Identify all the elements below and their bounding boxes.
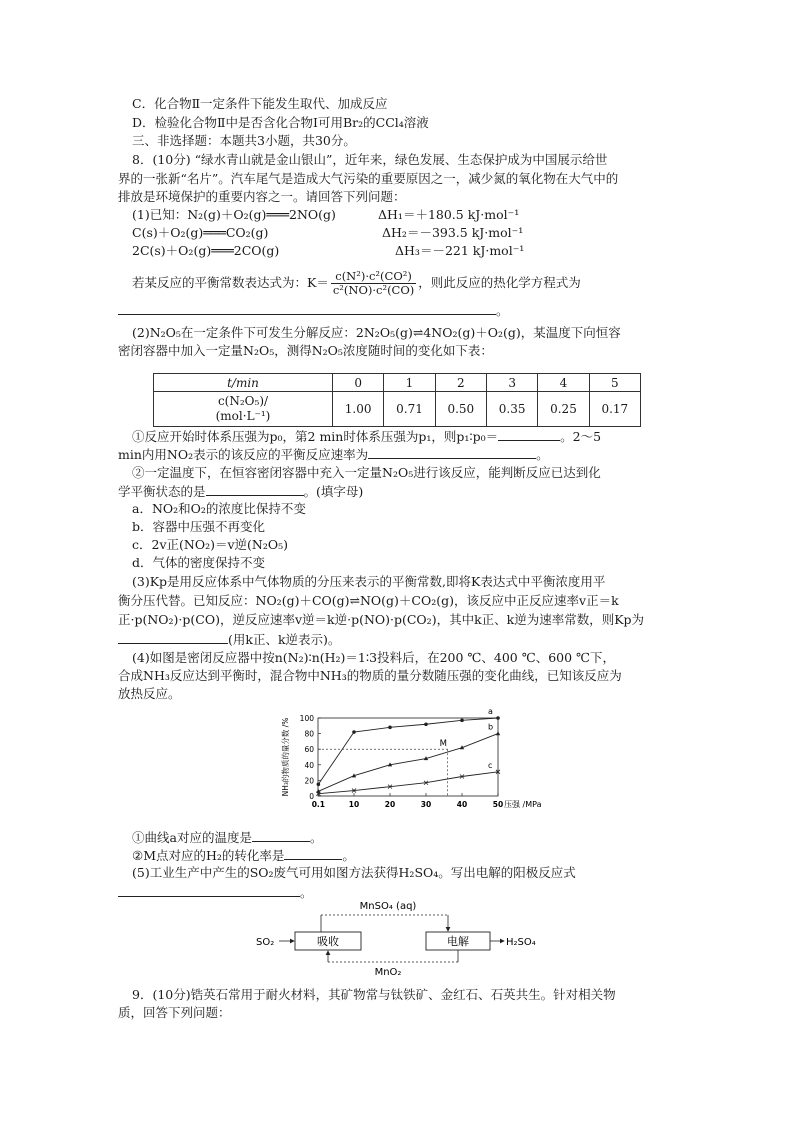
table-row bbox=[154, 392, 641, 427]
table-cell: 2 bbox=[435, 374, 486, 392]
answer-blank-thermo[interactable] bbox=[118, 302, 496, 315]
q8-2-2b-end: 。(填字母) bbox=[303, 484, 364, 499]
q8-4-1 bbox=[132, 829, 692, 846]
x-tick-label: 10 bbox=[348, 800, 360, 809]
q8-4-1-end: 。 bbox=[309, 830, 323, 845]
answer-blank-conversion[interactable] bbox=[284, 847, 342, 860]
q8-stem-2: 界的一张新“名片”。汽车尾气是造成大气污染的重要原因之一，减少氮的氧化物在大气中的 bbox=[118, 171, 619, 186]
k-fraction bbox=[331, 270, 416, 297]
series-point-a bbox=[388, 726, 392, 730]
answer-blank-temperature[interactable] bbox=[252, 829, 310, 842]
k-answer-line bbox=[118, 302, 678, 319]
k-answer-end: 。 bbox=[496, 303, 509, 318]
q9-stem-1: 9．(10分)锆英石常用于耐火材料，其矿物常与钛铁矿、金红石、石英共生。针对相关物 bbox=[132, 987, 616, 1002]
choice-a: a．NO₂和O₂的浓度比保持不变 bbox=[132, 501, 306, 516]
k-prefix: 若某反应的平衡常数表达式为：K＝ bbox=[132, 275, 329, 290]
table-cell: 0.35 bbox=[486, 392, 537, 427]
q8-part3-b: 衡分压代替。已知反应：NO₂(g)＋CO(g)⇌NO(g)＋CO₂(g)，该反应中正反应速率v正＝k bbox=[118, 593, 619, 608]
table-row bbox=[154, 374, 641, 392]
annotation-label: M bbox=[439, 739, 447, 750]
table-cell: 5 bbox=[589, 374, 640, 392]
q8-2-2-b bbox=[118, 483, 678, 500]
q8-part2-b: 密闭容器中加入一定量N₂O₅，测得N₂O₅浓度随时间的变化如下表： bbox=[118, 343, 493, 358]
table-cell: 0.50 bbox=[435, 392, 486, 427]
q8-4-2 bbox=[132, 847, 692, 864]
q8-part4-a: (4)如图是密闭反应器中按n(N₂)∶n(H₂)＝1∶3投料后，在200 ℃、400 ℃、600 ℃下， bbox=[132, 650, 616, 665]
table-header-conc-1: c(N₂O₅)/ bbox=[217, 394, 269, 408]
table-cell: 0 bbox=[333, 374, 384, 392]
series-line-a bbox=[318, 718, 498, 784]
k-suffix: ，则此反应的热化学方程式为 bbox=[418, 275, 581, 290]
q8-2-1b-end: 。 bbox=[536, 447, 549, 462]
flow-bottom-label: MnO₂ bbox=[374, 967, 402, 978]
k-expression-line bbox=[132, 268, 692, 298]
equation-3: 2C(s)＋O₂(g)═══2CO(g) bbox=[132, 243, 280, 258]
flow-output-label: H₂SO₄ bbox=[506, 937, 536, 948]
series-point-a bbox=[460, 719, 464, 723]
series-point-a bbox=[352, 730, 356, 734]
table-cell: 1.00 bbox=[333, 392, 384, 427]
electrolysis-label: 电解 bbox=[447, 935, 469, 948]
q8-part5-b-end: 。 bbox=[300, 885, 313, 900]
q8-stem-3: 排放是环境保护的重要内容之一。请回答下列问题： bbox=[118, 189, 406, 204]
concentration-table bbox=[153, 373, 641, 427]
q8-part3-d-end: (用k正、k逆表示)。 bbox=[228, 632, 341, 647]
choice-b: b．容器中压强不再变化 bbox=[132, 519, 266, 534]
series-line-b bbox=[318, 734, 498, 792]
q8-part3-c: 正·p(NO₂)·p(CO)，逆反应速率v逆＝k逆·p(NO)·p(CO₂)，其中k正、k逆为速率常数，则Kp为 bbox=[118, 612, 645, 627]
option-c: C．化合物Ⅱ一定条件下能发生取代、加成反应 bbox=[132, 96, 388, 111]
choice-d: d．气体的密度保持不变 bbox=[132, 555, 266, 570]
choice-c: c．2v正(NO₂)＝v逆(N₂O₅) bbox=[132, 537, 288, 552]
answer-blank-equilibrium[interactable] bbox=[206, 483, 304, 496]
y-tick-label: 0 bbox=[309, 792, 314, 801]
q8-4-1-text: ①曲线a对应的温度是 bbox=[132, 830, 252, 845]
k-numerator: c(N²)·c²(CO²) bbox=[331, 270, 416, 284]
x-tick-label: 0.1 bbox=[311, 800, 326, 809]
q8-2-1-b bbox=[118, 446, 678, 463]
q8-2-1b-text: min内用NO₂表示的该反应的平衡反应速率为 bbox=[118, 447, 369, 462]
table-cell: 4 bbox=[538, 374, 589, 392]
x-axis-label: 压强 /MPa bbox=[504, 800, 542, 809]
q8-2-1-text: ①反应开始时体系压强为p₀，第2 min时体系压强为p₁，则p₁∶p₀＝ bbox=[132, 429, 499, 444]
series-label-c: c bbox=[488, 760, 493, 770]
answer-blank-rate[interactable] bbox=[368, 446, 536, 459]
q8-part3-a: (3)Kp是用反应体系中气体物质的分压来表示的平衡常数,即将K表达式中平衡浓度用平 bbox=[132, 574, 606, 589]
flow-top-label: MnSO₄ (aq) bbox=[359, 901, 417, 912]
table-cell: 1 bbox=[384, 374, 435, 392]
series-line-c bbox=[318, 772, 498, 794]
y-tick-label: 60 bbox=[304, 745, 314, 755]
section-heading: 三、非选择题：本题共3小题，共30分。 bbox=[132, 133, 356, 148]
series-point-a bbox=[317, 783, 321, 787]
table-header-conc bbox=[154, 392, 333, 427]
series-point-a bbox=[496, 716, 500, 720]
q9-stem-2: 质，回答下列问题： bbox=[118, 1005, 231, 1020]
x-tick-label: 20 bbox=[384, 800, 396, 809]
q8-part3-d bbox=[118, 631, 678, 648]
k-denominator: c²(NO)·c²(CO) bbox=[332, 283, 415, 297]
table-cell: 0.25 bbox=[538, 392, 589, 427]
x-tick-label: 50 bbox=[492, 800, 504, 809]
y-tick-label: 40 bbox=[304, 760, 314, 770]
q8-stem-1: 8．(10分) “绿水青山就是金山银山”，近年来，绿色发展、生态保护成为中国展示给世 bbox=[132, 152, 608, 167]
series-label-a: a bbox=[488, 707, 493, 716]
q8-2-1-a bbox=[132, 428, 692, 445]
x-tick-label: 30 bbox=[420, 800, 432, 809]
answer-blank-kp[interactable] bbox=[118, 631, 228, 644]
q8-2-2-a: ②一定温度下，在恒容密闭容器中充入一定量N₂O₅进行该反应，能判断反应已达到化 bbox=[132, 465, 601, 480]
y-axis-label: NH₃的物质的量分数 /% bbox=[281, 717, 290, 797]
equation-1: (1)已知：N₂(g)＋O₂(g)═══2NO(g) bbox=[132, 207, 336, 222]
table-header-conc-2: (mol·L⁻¹) bbox=[215, 409, 271, 423]
so2-flow-diagram bbox=[250, 896, 550, 978]
y-tick-label: 100 bbox=[299, 714, 314, 723]
series-point-b bbox=[496, 731, 500, 735]
q8-part2-a: (2)N₂O₅在一定条件下可发生分解反应：2N₂O₅(g)⇌4NO₂(g)＋O₂(g)，某温度下向恒容 bbox=[132, 325, 621, 340]
enthalpy-1: ΔH₁＝＋180.5 kJ·mol⁻¹ bbox=[378, 207, 520, 222]
series-point-a bbox=[424, 722, 428, 726]
table-cell: 0.17 bbox=[589, 392, 640, 427]
nh3-chart bbox=[262, 700, 542, 820]
table-header-time: t/min bbox=[154, 374, 333, 392]
chart-marks bbox=[316, 707, 500, 796]
answer-blank-pressure-ratio[interactable] bbox=[498, 428, 560, 441]
table-cell: 0.71 bbox=[384, 392, 435, 427]
enthalpy-3: ΔH₃＝－221 kJ·mol⁻¹ bbox=[395, 243, 525, 258]
q8-part4-c: 放热反应。 bbox=[118, 686, 181, 701]
q8-part4-b: 合成NH₃反应达到平衡时，混合物中NH₃的物质的量分数随压强的变化曲线，已知该反应为 bbox=[118, 668, 622, 683]
y-tick-label: 20 bbox=[304, 776, 314, 786]
q8-part5-a: (5)工业生产中产生的SO₂废气可用如图方法获得H₂SO₄。写出电解的阳极反应式 bbox=[132, 865, 576, 880]
q8-4-2-end: 。 bbox=[342, 848, 355, 863]
x-tick-label: 40 bbox=[456, 800, 468, 809]
enthalpy-2: ΔH₂＝－393.5 kJ·mol⁻¹ bbox=[382, 225, 524, 240]
y-tick-label: 80 bbox=[304, 729, 314, 739]
flow-input-label: SO₂ bbox=[256, 937, 275, 948]
q8-2-2b-text: 学平衡状态的是 bbox=[118, 484, 206, 499]
absorb-label: 吸收 bbox=[317, 935, 339, 948]
equation-2: C(s)＋O₂(g)═══CO₂(g) bbox=[132, 225, 269, 240]
series-label-b: b bbox=[488, 722, 494, 732]
q8-2-1-end: 。2～5 bbox=[560, 429, 602, 444]
q8-4-2-text: ②M点对应的H₂的转化率是 bbox=[132, 848, 285, 863]
table-cell: 3 bbox=[486, 374, 537, 392]
option-d: D．检验化合物Ⅱ中是否含化合物Ⅰ可用Br₂的CCl₄溶液 bbox=[132, 115, 429, 130]
